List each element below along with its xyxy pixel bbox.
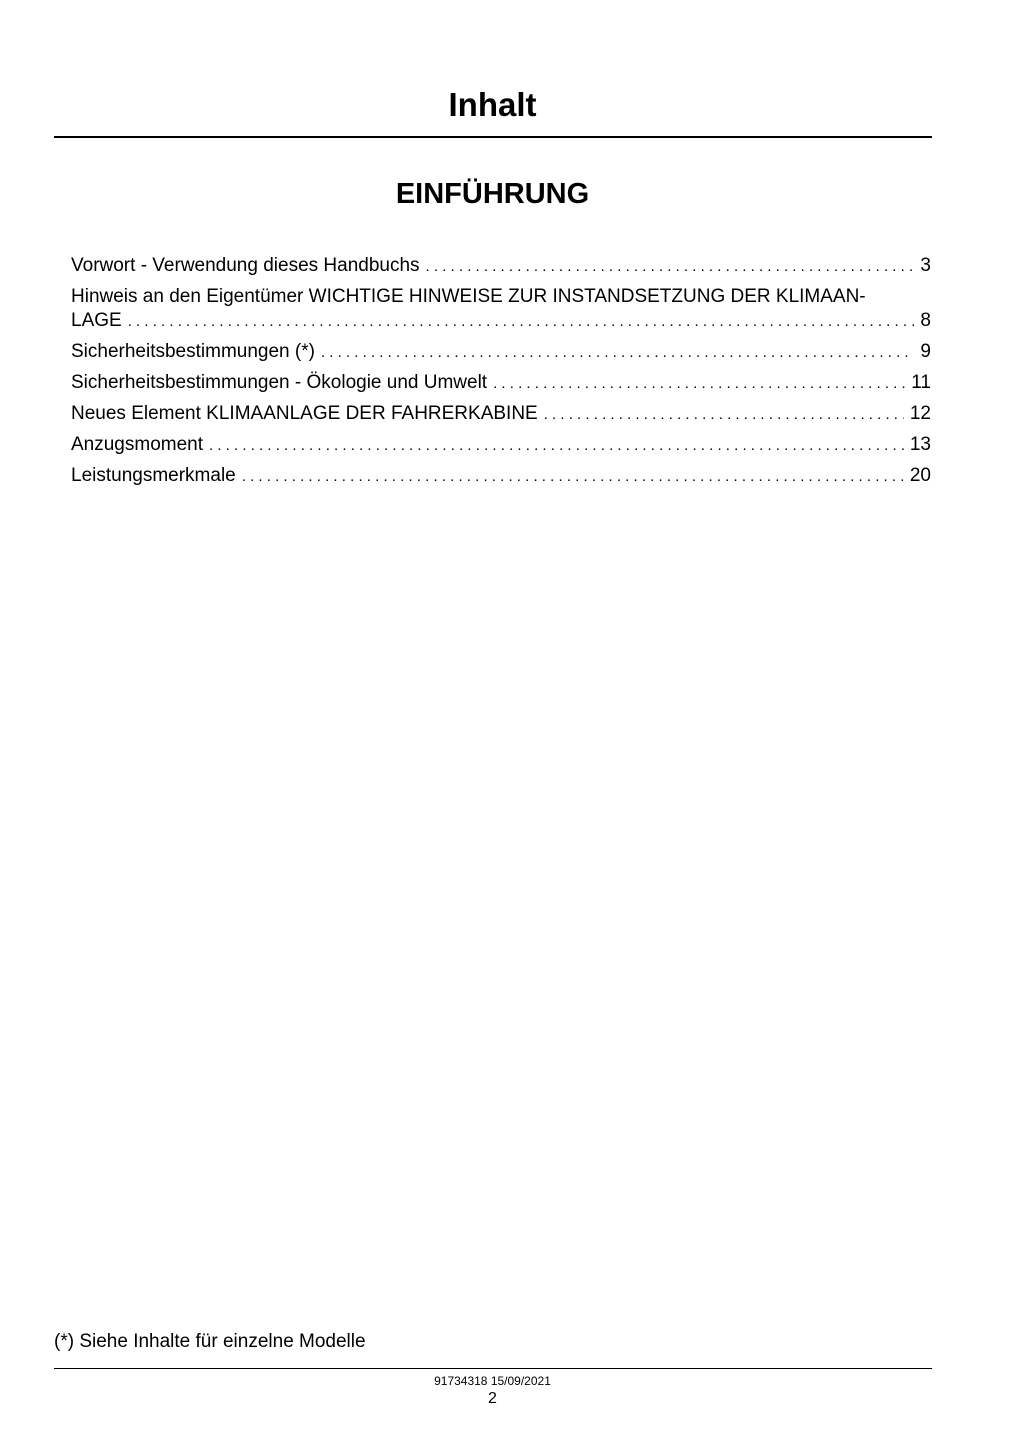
toc-entry-title: Vorwort - Verwendung dieses Handbuchs [71,255,420,276]
toc-entry-title: Hinweis an den Eigentümer WICHTIGE HINWEISE ZUR INSTANDSETZUNG DER KLIMAAN- [71,286,866,307]
toc-leader-dots [242,465,904,489]
toc-entry-page: 20 [909,465,931,486]
page-title: Inhalt [448,86,537,123]
toc-entry-title: Anzugsmoment [71,434,204,455]
toc-line [71,433,931,458]
toc-entry[interactable] [71,254,931,279]
toc-line [71,371,931,396]
toc-entry-title-continued: LAGE [71,310,122,331]
toc-entry-page: 8 [920,310,931,331]
toc-entry[interactable] [71,340,931,365]
footnote: (*) Siehe Inhalte für einzelne Modelle [54,1331,366,1352]
table-of-contents [71,254,931,495]
toc-entry-page: 3 [920,255,931,276]
toc-leader-dots [426,255,915,279]
toc-entry-page: 13 [909,434,931,455]
toc-entry-title: Leistungsmerkmale [71,465,236,486]
toc-entry[interactable] [71,464,931,489]
toc-leader-dots [128,310,915,334]
toc-entry[interactable] [71,371,931,396]
toc-line [71,254,931,279]
toc-leader-dots [209,434,904,458]
footer-divider [54,1368,932,1369]
toc-entry[interactable] [71,402,931,427]
section-title: EINFÜHRUNG [395,178,590,210]
toc-line [71,340,931,365]
toc-entry-page: 12 [909,403,931,424]
toc-entry-page: 9 [920,341,931,362]
toc-leader-dots [544,403,904,427]
toc-line [71,402,931,427]
toc-line [71,309,931,334]
toc-line [71,464,931,489]
toc-entry[interactable] [71,433,931,458]
toc-leader-dots [321,341,914,365]
toc-entry[interactable] [71,285,931,334]
document-id: 91734318 15/09/2021 [434,1374,551,1388]
toc-entry-title: Sicherheitsbestimmungen - Ökologie und Umwelt [71,372,488,393]
header-divider [54,136,932,138]
page-number: 2 [488,1390,497,1407]
toc-entry-title: Sicherheitsbestimmungen (*) [71,341,315,362]
toc-entry-page: 11 [911,372,931,393]
toc-leader-dots [493,372,905,396]
toc-entry-title: Neues Element KLIMAANLAGE DER FAHRERKABINE [71,403,538,424]
